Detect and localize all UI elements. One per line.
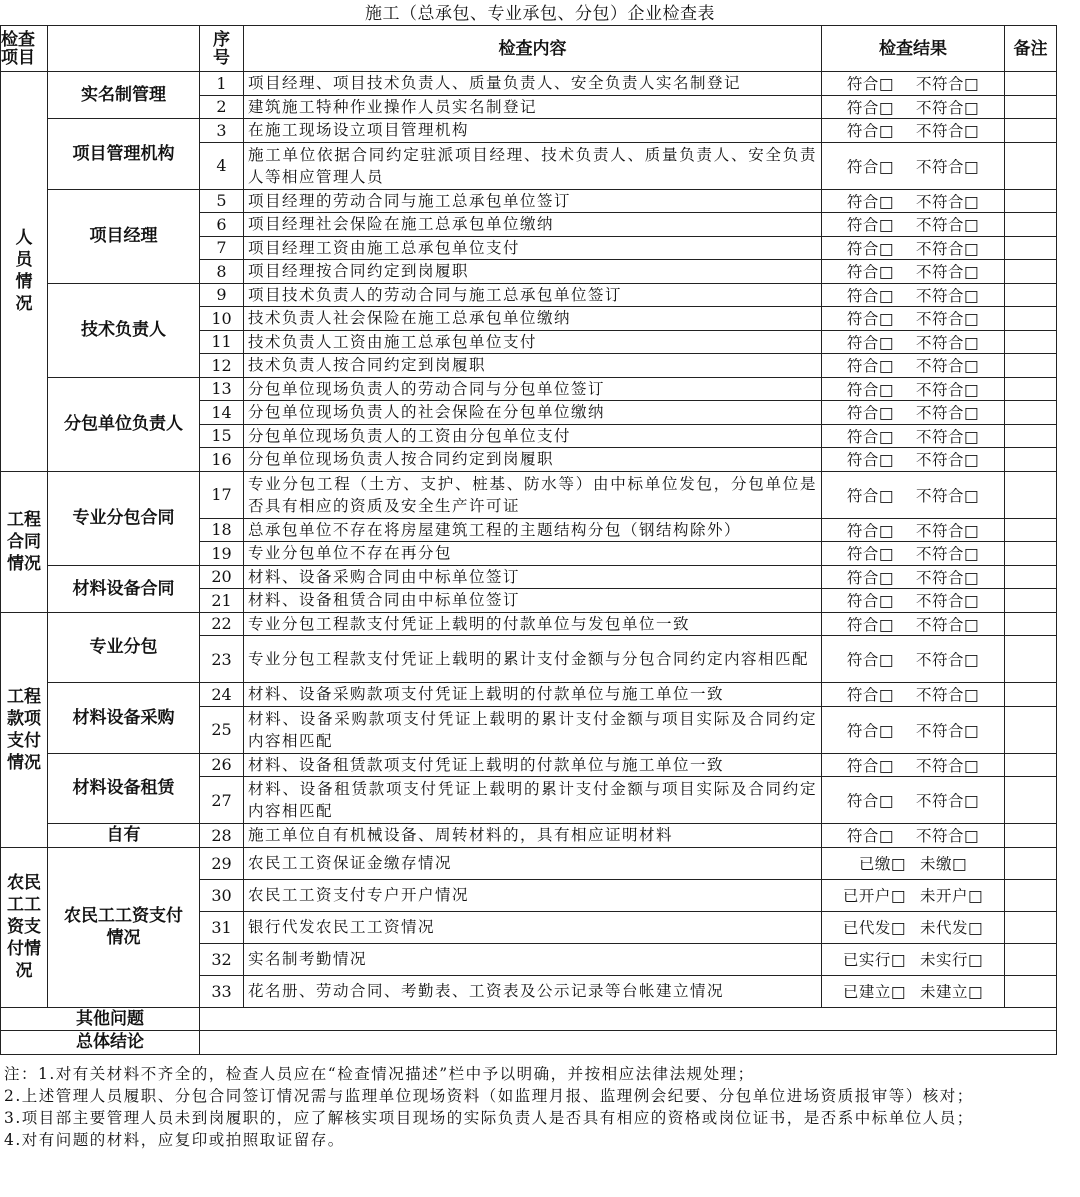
seq-cell: 9 <box>200 283 244 307</box>
content-cell: 施工单位依据合同约定驻派项目经理、技术负责人、质量负责人、安全负责人等相应管理人员 <box>244 142 822 189</box>
result-option-no[interactable]: 不符合□ <box>916 75 980 94</box>
result-cell <box>822 943 1005 975</box>
content-cell: 分包单位现场负责人的劳动合同与分包单位签订 <box>244 377 822 401</box>
result-option-no[interactable]: 不符合□ <box>916 286 980 305</box>
seq-cell: 25 <box>200 706 244 753</box>
content-cell: 在施工现场设立项目管理机构 <box>244 119 822 143</box>
remark-cell[interactable] <box>1005 879 1057 911</box>
result-cell <box>822 213 1005 237</box>
result-cell <box>822 518 1005 542</box>
seq-cell: 15 <box>200 424 244 448</box>
seq-cell: 5 <box>200 189 244 213</box>
remark-cell[interactable] <box>1005 471 1057 518</box>
remark-cell[interactable] <box>1005 565 1057 589</box>
result-option-no[interactable]: 不符合□ <box>916 792 980 810</box>
result-option-no[interactable]: 不符合□ <box>916 615 980 634</box>
result-option-yes[interactable]: 已代发□ <box>842 919 906 937</box>
result-option-yes[interactable]: 符合□ <box>846 568 894 587</box>
group-cell: 材料设备租赁 <box>48 753 200 824</box>
seq-cell: 14 <box>200 401 244 425</box>
seq-cell: 20 <box>200 565 244 589</box>
result-cell <box>822 377 1005 401</box>
result-option-yes[interactable]: 已建立□ <box>842 983 906 1001</box>
content-cell: 专业分包工程款支付凭证上载明的付款单位与发包单位一致 <box>244 612 822 636</box>
remark-cell[interactable] <box>1005 377 1057 401</box>
result-cell <box>822 401 1005 425</box>
result-cell <box>822 777 1005 824</box>
seq-cell: 21 <box>200 589 244 613</box>
remark-cell[interactable] <box>1005 330 1057 354</box>
group-cell: 专业分包 <box>48 612 200 683</box>
remark-cell[interactable] <box>1005 824 1057 848</box>
table-body <box>1 72 1057 1055</box>
seq-cell: 28 <box>200 824 244 848</box>
result-cell <box>822 330 1005 354</box>
seq-cell: 3 <box>200 119 244 143</box>
result-cell <box>822 911 1005 943</box>
group-cell: 自有 <box>48 824 200 848</box>
result-option-yes[interactable]: 符合□ <box>846 310 894 329</box>
content-cell: 材料、设备租赁款项支付凭证上载明的累计支付金额与项目实际及合同约定内容相匹配 <box>244 777 822 824</box>
result-option-yes[interactable]: 符合□ <box>846 286 894 305</box>
remark-cell[interactable] <box>1005 236 1057 260</box>
remark-cell[interactable] <box>1005 119 1057 143</box>
result-option-no[interactable]: 不符合□ <box>916 451 980 470</box>
result-option-yes[interactable]: 符合□ <box>846 357 894 376</box>
header-remark: 备注 <box>1005 26 1057 72</box>
table-row <box>1 283 1057 307</box>
content-cell: 实名制考勤情况 <box>244 943 822 975</box>
remark-cell[interactable] <box>1005 448 1057 472</box>
result-option-no[interactable]: 不符合□ <box>916 592 980 611</box>
remark-cell[interactable] <box>1005 95 1057 119</box>
remark-cell[interactable] <box>1005 589 1057 613</box>
result-option-yes[interactable]: 已实行□ <box>842 951 906 969</box>
result-option-no[interactable]: 不符合□ <box>916 357 980 376</box>
result-cell <box>822 260 1005 284</box>
result-option-no[interactable]: 未建立□ <box>920 983 984 1001</box>
result-option-yes[interactable]: 符合□ <box>846 521 894 540</box>
seq-cell: 12 <box>200 354 244 378</box>
group-cell: 材料设备合同 <box>48 565 200 612</box>
result-option-yes[interactable]: 已缴□ <box>858 855 906 873</box>
content-cell: 花名册、劳动合同、考勤表、工资表及公示记录等台帐建立情况 <box>244 975 822 1007</box>
table-header-row <box>1 26 1057 72</box>
content-cell: 分包单位现场负责人的社会保险在分包单位缴纳 <box>244 401 822 425</box>
seq-cell: 31 <box>200 911 244 943</box>
content-cell: 技术负责人工资由施工总承包单位支付 <box>244 330 822 354</box>
content-cell: 材料、设备租赁合同由中标单位签订 <box>244 589 822 613</box>
result-option-yes[interactable]: 符合□ <box>846 486 894 505</box>
result-cell <box>822 636 1005 683</box>
content-cell: 技术负责人按合同约定到岗履职 <box>244 354 822 378</box>
category-cell: 工程 款项 支付 情况 <box>1 612 48 847</box>
result-option-yes[interactable]: 符合□ <box>846 216 894 235</box>
content-cell: 总承包单位不存在将房屋建筑工程的主题结构分包（钢结构除外） <box>244 518 822 542</box>
header-seq: 序 号 <box>200 26 244 72</box>
seq-cell: 26 <box>200 753 244 777</box>
note-line: 4.对有问题的材料，应复印或拍照取证留存。 <box>4 1131 345 1149</box>
result-option-no[interactable]: 不符合□ <box>916 263 980 282</box>
table-row <box>1 847 1057 879</box>
footer-row <box>1 1031 1057 1055</box>
header-blank <box>48 26 200 72</box>
remark-cell[interactable] <box>1005 283 1057 307</box>
remark-cell[interactable] <box>1005 189 1057 213</box>
result-option-no[interactable]: 不符合□ <box>916 239 980 258</box>
result-option-no[interactable]: 不符合□ <box>916 157 980 176</box>
page-title: 施工（总承包、专业承包、分包）企业检查表 <box>365 4 715 24</box>
note-line: 2.上述管理人员履职、分包合同签订情况需与监理单位现场资料（如监理月报、监理例会纪要、分包单位进场资质报审等）核对； <box>4 1087 974 1105</box>
category-cell: 人 员 情 况 <box>1 72 48 472</box>
seq-cell: 24 <box>200 683 244 707</box>
content-cell: 项目经理工资由施工总承包单位支付 <box>244 236 822 260</box>
result-option-no[interactable]: 不符合□ <box>916 651 980 669</box>
result-option-yes[interactable]: 符合□ <box>846 404 894 423</box>
remark-cell[interactable] <box>1005 847 1057 879</box>
header-content: 检查内容 <box>244 26 822 72</box>
result-option-no[interactable]: 不符合□ <box>916 721 980 740</box>
result-option-yes[interactable]: 符合□ <box>846 192 894 211</box>
seq-cell: 7 <box>200 236 244 260</box>
remark-cell[interactable] <box>1005 683 1057 707</box>
result-cell <box>822 424 1005 448</box>
result-option-no[interactable]: 未实行□ <box>920 951 984 969</box>
result-option-yes[interactable]: 符合□ <box>846 239 894 258</box>
result-option-no[interactable]: 不符合□ <box>916 486 980 505</box>
content-cell: 项目经理按合同约定到岗履职 <box>244 260 822 284</box>
remark-cell[interactable] <box>1005 260 1057 284</box>
overall-conclusion-label: 总体结论 <box>1 1031 200 1055</box>
category-cell: 农民 工工 资支 付情 况 <box>1 847 48 1007</box>
result-option-yes[interactable]: 符合□ <box>846 651 894 669</box>
result-option-yes[interactable]: 符合□ <box>846 157 894 176</box>
result-option-yes[interactable]: 符合□ <box>846 615 894 634</box>
result-option-no[interactable]: 不符合□ <box>916 216 980 235</box>
seq-cell: 16 <box>200 448 244 472</box>
table-row <box>1 377 1057 401</box>
result-option-yes[interactable]: 符合□ <box>846 721 894 740</box>
content-cell: 银行代发农民工工资情况 <box>244 911 822 943</box>
seq-cell: 4 <box>200 142 244 189</box>
group-cell: 专业分包合同 <box>48 471 200 565</box>
result-cell <box>822 542 1005 566</box>
remark-cell[interactable] <box>1005 354 1057 378</box>
result-option-yes[interactable]: 已开户□ <box>842 887 906 905</box>
result-option-no[interactable]: 未代发□ <box>920 919 984 937</box>
remark-cell[interactable] <box>1005 307 1057 331</box>
seq-cell: 11 <box>200 330 244 354</box>
result-cell <box>822 879 1005 911</box>
result-option-yes[interactable]: 符合□ <box>846 98 894 117</box>
remark-cell[interactable] <box>1005 777 1057 824</box>
result-cell <box>822 119 1005 143</box>
group-cell: 项目经理 <box>48 189 200 283</box>
result-option-no[interactable]: 不符合□ <box>916 756 980 775</box>
result-cell <box>822 847 1005 879</box>
result-cell <box>822 236 1005 260</box>
remark-cell[interactable] <box>1005 612 1057 636</box>
content-cell: 专业分包工程（土方、支护、桩基、防水等）由中标单位发包，分包单位是否具有相应的资质及安全生产许可证 <box>244 471 822 518</box>
content-cell: 建筑施工特种作业操作人员实名制登记 <box>244 95 822 119</box>
seq-cell: 1 <box>200 72 244 96</box>
content-cell: 分包单位现场负责人按合同约定到岗履职 <box>244 448 822 472</box>
seq-cell: 30 <box>200 879 244 911</box>
content-cell: 施工单位自有机械设备、周转材料的，具有相应证明材料 <box>244 824 822 848</box>
content-cell: 项目经理社会保险在施工总承包单位缴纳 <box>244 213 822 237</box>
remark-cell[interactable] <box>1005 753 1057 777</box>
content-cell: 材料、设备采购合同由中标单位签订 <box>244 565 822 589</box>
table-row <box>1 72 1057 96</box>
result-option-no[interactable]: 不符合□ <box>916 98 980 117</box>
seq-cell: 10 <box>200 307 244 331</box>
seq-cell: 6 <box>200 213 244 237</box>
result-option-no[interactable]: 不符合□ <box>916 827 980 846</box>
content-cell: 材料、设备采购款项支付凭证上载明的付款单位与施工单位一致 <box>244 683 822 707</box>
content-cell: 农民工工资支付专户开户情况 <box>244 879 822 911</box>
result-option-yes[interactable]: 符合□ <box>846 263 894 282</box>
remark-cell[interactable] <box>1005 706 1057 753</box>
content-cell: 专业分包单位不存在再分包 <box>244 542 822 566</box>
result-cell <box>822 706 1005 753</box>
group-cell: 材料设备采购 <box>48 683 200 754</box>
result-cell <box>822 683 1005 707</box>
seq-cell: 2 <box>200 95 244 119</box>
remark-cell[interactable] <box>1005 636 1057 683</box>
table-row <box>1 189 1057 213</box>
result-cell <box>822 471 1005 518</box>
remark-cell[interactable] <box>1005 943 1057 975</box>
seq-cell: 23 <box>200 636 244 683</box>
seq-cell: 32 <box>200 943 244 975</box>
remark-cell[interactable] <box>1005 142 1057 189</box>
result-option-no[interactable]: 不符合□ <box>916 122 980 141</box>
result-option-no[interactable]: 不符合□ <box>916 427 980 446</box>
table-row <box>1 683 1057 707</box>
content-cell: 分包单位现场负责人的工资由分包单位支付 <box>244 424 822 448</box>
group-cell: 项目管理机构 <box>48 119 200 190</box>
category-cell: 工程 合同 情况 <box>1 471 48 612</box>
seq-cell: 18 <box>200 518 244 542</box>
table-row <box>1 471 1057 518</box>
remark-cell[interactable] <box>1005 424 1057 448</box>
result-cell <box>822 189 1005 213</box>
result-option-yes[interactable]: 符合□ <box>846 380 894 399</box>
remark-cell[interactable] <box>1005 213 1057 237</box>
remark-cell[interactable] <box>1005 542 1057 566</box>
result-cell <box>822 307 1005 331</box>
result-option-no[interactable]: 未开户□ <box>920 887 984 905</box>
result-option-no[interactable]: 不符合□ <box>916 568 980 587</box>
content-cell: 项目技术负责人的劳动合同与施工总承包单位签订 <box>244 283 822 307</box>
seq-cell: 27 <box>200 777 244 824</box>
seq-cell: 19 <box>200 542 244 566</box>
other-issues-value[interactable] <box>200 1007 1057 1031</box>
content-cell: 材料、设备采购款项支付凭证上载明的累计支付金额与项目实际及合同约定内容相匹配 <box>244 706 822 753</box>
note-line: 3.项目部主要管理人员未到岗履职的，应了解核实项目现场的实际负责人是否具有相应的资格或岗位证书，是否系中标单位人员； <box>4 1109 974 1127</box>
table-row <box>1 612 1057 636</box>
result-cell <box>822 95 1005 119</box>
result-option-yes[interactable]: 符合□ <box>846 592 894 611</box>
inspection-table <box>0 25 1057 1055</box>
result-option-no[interactable]: 不符合□ <box>916 310 980 329</box>
table-row <box>1 119 1057 143</box>
result-cell <box>822 975 1005 1007</box>
content-cell: 农民工工资保证金缴存情况 <box>244 847 822 879</box>
result-cell <box>822 448 1005 472</box>
result-cell <box>822 612 1005 636</box>
result-cell <box>822 589 1005 613</box>
result-option-no[interactable]: 不符合□ <box>916 333 980 352</box>
content-cell: 材料、设备租赁款项支付凭证上载明的付款单位与施工单位一致 <box>244 753 822 777</box>
seq-cell: 33 <box>200 975 244 1007</box>
result-cell <box>822 142 1005 189</box>
result-option-yes[interactable]: 符合□ <box>846 427 894 446</box>
result-option-no[interactable]: 未缴□ <box>920 855 968 873</box>
result-option-no[interactable]: 不符合□ <box>916 404 980 423</box>
result-option-yes[interactable]: 符合□ <box>846 333 894 352</box>
footer-row <box>1 1007 1057 1031</box>
seq-cell: 17 <box>200 471 244 518</box>
table-row <box>1 824 1057 848</box>
remark-cell[interactable] <box>1005 401 1057 425</box>
overall-conclusion-value[interactable] <box>200 1031 1057 1055</box>
content-cell: 项目经理、项目技术负责人、质量负责人、安全负责人实名制登记 <box>244 72 822 96</box>
group-cell: 农民工工资支付 情况 <box>48 847 200 1007</box>
result-cell <box>822 354 1005 378</box>
notes <box>4 1063 1044 1151</box>
group-cell: 技术负责人 <box>48 283 200 377</box>
header-result: 检查结果 <box>822 26 1005 72</box>
result-option-no[interactable]: 不符合□ <box>916 686 980 705</box>
result-option-no[interactable]: 不符合□ <box>916 545 980 564</box>
seq-cell: 22 <box>200 612 244 636</box>
result-option-no[interactable]: 不符合□ <box>916 380 980 399</box>
result-cell <box>822 72 1005 96</box>
content-cell: 专业分包工程款支付凭证上载明的累计支付金额与分包合同约定内容相匹配 <box>244 636 822 683</box>
result-option-no[interactable]: 不符合□ <box>916 521 980 540</box>
result-option-yes[interactable]: 符合□ <box>846 827 894 846</box>
result-cell <box>822 283 1005 307</box>
header-check-item: 检查 项目 <box>1 26 48 72</box>
result-option-yes[interactable]: 符合□ <box>846 451 894 470</box>
seq-cell: 8 <box>200 260 244 284</box>
remark-cell[interactable] <box>1005 911 1057 943</box>
content-cell: 技术负责人社会保险在施工总承包单位缴纳 <box>244 307 822 331</box>
result-option-yes[interactable]: 符合□ <box>846 756 894 775</box>
result-option-yes[interactable]: 符合□ <box>846 75 894 94</box>
table-row <box>1 565 1057 589</box>
result-option-no[interactable]: 不符合□ <box>916 192 980 211</box>
result-option-yes[interactable]: 符合□ <box>846 545 894 564</box>
remark-cell[interactable] <box>1005 72 1057 96</box>
remark-cell[interactable] <box>1005 975 1057 1007</box>
other-issues-label: 其他问题 <box>1 1007 200 1031</box>
remark-cell[interactable] <box>1005 518 1057 542</box>
result-cell <box>822 753 1005 777</box>
seq-cell: 13 <box>200 377 244 401</box>
result-cell <box>822 824 1005 848</box>
table-row <box>1 753 1057 777</box>
note-line: 注：1.对有关材料不齐全的，检查人员应在“检查情况描述”栏中予以明确，并按相应法律法规处理； <box>4 1065 755 1083</box>
result-option-yes[interactable]: 符合□ <box>846 122 894 141</box>
group-cell: 分包单位负责人 <box>48 377 200 471</box>
result-option-yes[interactable]: 符合□ <box>846 686 894 705</box>
result-cell <box>822 565 1005 589</box>
result-option-yes[interactable]: 符合□ <box>846 792 894 810</box>
group-cell: 实名制管理 <box>48 72 200 119</box>
content-cell: 项目经理的劳动合同与施工总承包单位签订 <box>244 189 822 213</box>
seq-cell: 29 <box>200 847 244 879</box>
